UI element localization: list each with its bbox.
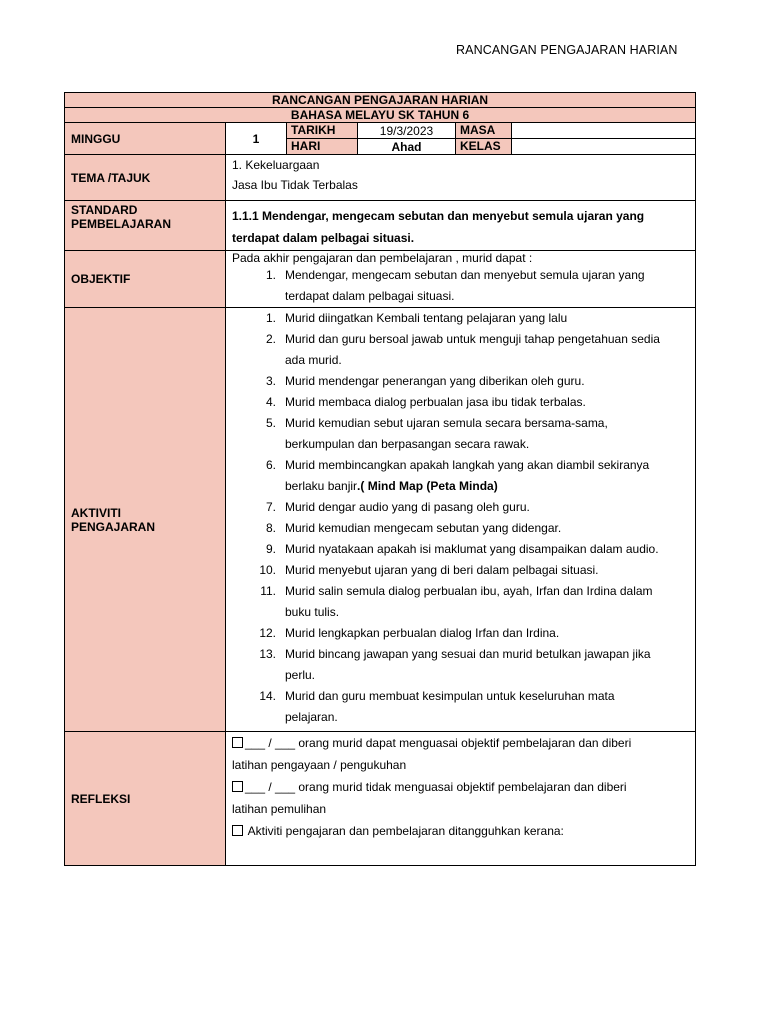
row-minggu-tarikh [65, 123, 696, 139]
minggu-label: MINGGU [65, 123, 226, 155]
list-item [232, 560, 689, 581]
list-item-line-2 [285, 434, 689, 455]
list-item-line-1: Murid membaca dialog perbualan jasa ibu tidak terbalas. [285, 395, 586, 409]
list-item-number: 13. [259, 647, 276, 661]
refleksi-text-3: Aktiviti pengajaran dan pembelajaran ditangguhkan kerana: [245, 824, 564, 838]
list-item-number: 9. [265, 542, 276, 556]
list-item-line-2 [285, 665, 689, 686]
list-item-line-2-bold: .( Mind Map (Peta Minda) [357, 479, 498, 493]
list-item-number: 3. [265, 374, 276, 388]
standard-line-1: 1.1.1 Mendengar, mengecam sebutan dan menyebut semula ujaran yang [232, 209, 645, 223]
table-subtitle: BAHASA MELAYU SK TAHUN 6 [65, 108, 696, 123]
list-item-line-1: Murid lengkapkan perbualan dialog Irfan dan Irdina. [285, 626, 560, 640]
list-item-number: 10. [259, 563, 276, 577]
list-item [232, 371, 689, 392]
list-item-number: 6. [265, 458, 276, 472]
list-item [232, 623, 689, 644]
list-item-line-1: Murid dengar audio yang di pasang oleh guru. [285, 500, 530, 514]
list-item [232, 392, 689, 413]
list-item-number: 4. [265, 395, 276, 409]
list-item-line-2 [285, 602, 689, 623]
kelas-label: KELAS [456, 139, 512, 155]
tarikh-value: 19/3/2023 [358, 123, 456, 139]
list-item-line-2-text: berlaku banjir [285, 479, 358, 493]
objektif-label: OBJEKTIF [65, 251, 226, 308]
list-item-number: 14. [259, 689, 276, 703]
list-item [232, 644, 689, 686]
aktiviti-label-1: AKTIVITI [71, 505, 121, 520]
tema-content [226, 155, 696, 201]
tema-line-2: Jasa Ibu Tidak Terbalas [232, 178, 358, 192]
kelas-value [512, 139, 696, 155]
tarikh-label: TARIKH [287, 123, 358, 139]
page-header-title: RANCANGAN PENGAJARAN HARIAN [456, 43, 678, 57]
list-item-line-2-text: buku tulis. [285, 605, 340, 619]
row-standard [65, 201, 696, 251]
row-aktiviti [65, 308, 696, 732]
aktiviti-list [232, 308, 689, 728]
row-refleksi [65, 732, 696, 866]
objektif-content [226, 251, 696, 308]
list-item [232, 455, 689, 497]
list-item-number: 5. [265, 416, 276, 430]
list-item-number: 1. [265, 311, 276, 325]
checkbox-icon [232, 781, 243, 792]
list-item [232, 581, 689, 623]
masa-label: MASA [456, 123, 512, 139]
refleksi-line-3 [232, 820, 689, 842]
list-item-line-2 [285, 707, 689, 728]
list-item [232, 265, 689, 307]
list-item-number: 12. [259, 626, 276, 640]
list-item-line-2-text: terdapat dalam pelbagai situasi. [285, 289, 455, 303]
table-title-row [65, 93, 696, 108]
tema-line-1: 1. Kekeluargaan [232, 158, 320, 172]
list-item [232, 539, 689, 560]
standard-label [65, 201, 226, 251]
checkbox-icon [232, 825, 243, 836]
refleksi-text-2a: ___ / ___ orang murid tidak menguasai objektif pembelajaran dan diberi [245, 780, 627, 794]
standard-label-1: STANDARD [71, 203, 138, 217]
standard-line-2: terdapat dalam pelbagai situasi. [232, 231, 415, 245]
list-item-number: 1. [265, 268, 276, 282]
standard-content [226, 201, 696, 251]
refleksi-label: REFLEKSI [65, 732, 226, 866]
hari-label: HARI [287, 139, 358, 155]
row-tema [65, 155, 696, 201]
refleksi-content [226, 732, 696, 866]
refleksi-text-1a: ___ / ___ orang murid dapat menguasai objektif pembelajaran dan diberi [245, 736, 632, 750]
list-item-line-2 [285, 350, 689, 371]
list-item [232, 329, 689, 371]
list-item-line-1: Murid membincangkan apakah langkah yang akan diambil sekiranya [285, 458, 650, 472]
list-item [232, 497, 689, 518]
refleksi-text-2b: latihan pemulihan [232, 802, 327, 816]
list-item-line-1: Murid diingatkan Kembali tentang pelajaran yang lalu [285, 311, 568, 325]
list-item-line-1: Murid dan guru membuat kesimpulan untuk keseluruhan mata [285, 689, 615, 703]
list-item-line-1: Murid menyebut ujaran yang di beri dalam pelbagai situasi. [285, 563, 599, 577]
list-item-line-1: Murid kemudian sebut ujaran semula secara bersama-sama, [285, 416, 608, 430]
list-item-number: 7. [265, 500, 276, 514]
checkbox-icon [232, 737, 243, 748]
list-item-line-2-text: berkumpulan dan berpasangan secara rawak. [285, 437, 530, 451]
list-item-line-1: Murid mendengar penerangan yang diberikan oleh guru. [285, 374, 585, 388]
list-item-line-1: Murid kemudian mengecam sebutan yang didengar. [285, 521, 562, 535]
list-item-number: 2. [265, 332, 276, 346]
tema-label: TEMA /TAJUK [65, 155, 226, 201]
minggu-value: 1 [226, 123, 287, 155]
list-item-line-1: Murid nyatakaan apakah isi maklumat yang disampaikan dalam audio. [285, 542, 659, 556]
list-item-line-2 [285, 476, 689, 497]
refleksi-text-1b: latihan pengayaan / pengukuhan [232, 758, 407, 772]
list-item-line-1: Murid salin semula dialog perbualan ibu, ayah, Irfan dan Irdina dalam [285, 584, 653, 598]
aktiviti-content [226, 308, 696, 732]
objektif-intro: Pada akhir pengajaran dan pembelajaran , murid dapat : [232, 251, 533, 265]
list-item-line-1: Murid dan guru bersoal jawab untuk menguji tahap pengetahuan sedia [285, 332, 660, 346]
aktiviti-label-2: PENGAJARAN [71, 519, 156, 534]
refleksi-line-1a [232, 732, 689, 754]
objektif-list [232, 265, 689, 307]
list-item [232, 308, 689, 329]
list-item-line-1: Mendengar, mengecam sebutan dan menyebut semula ujaran yang [285, 268, 645, 282]
list-item-line-2-text: perlu. [285, 668, 316, 682]
list-item-number: 11. [260, 584, 276, 598]
list-item-line-2-text: ada murid. [285, 353, 342, 367]
list-item-number: 8. [265, 521, 276, 535]
lesson-plan-table [64, 92, 696, 866]
hari-value: Ahad [358, 139, 456, 155]
list-item [232, 518, 689, 539]
list-item-line-2-text: pelajaran. [285, 710, 338, 724]
masa-value [512, 123, 696, 139]
row-objektif [65, 251, 696, 308]
table-subtitle-row [65, 108, 696, 123]
standard-label-2: PEMBELAJARAN [71, 217, 172, 231]
list-item [232, 413, 689, 455]
aktiviti-label [65, 308, 226, 732]
list-item-line-2 [285, 286, 689, 307]
refleksi-line-2a [232, 776, 689, 798]
list-item [232, 686, 689, 728]
list-item-line-1: Murid bincang jawapan yang sesuai dan murid betulkan jawapan jika [285, 647, 651, 661]
table-title: RANCANGAN PENGAJARAN HARIAN [65, 93, 696, 108]
